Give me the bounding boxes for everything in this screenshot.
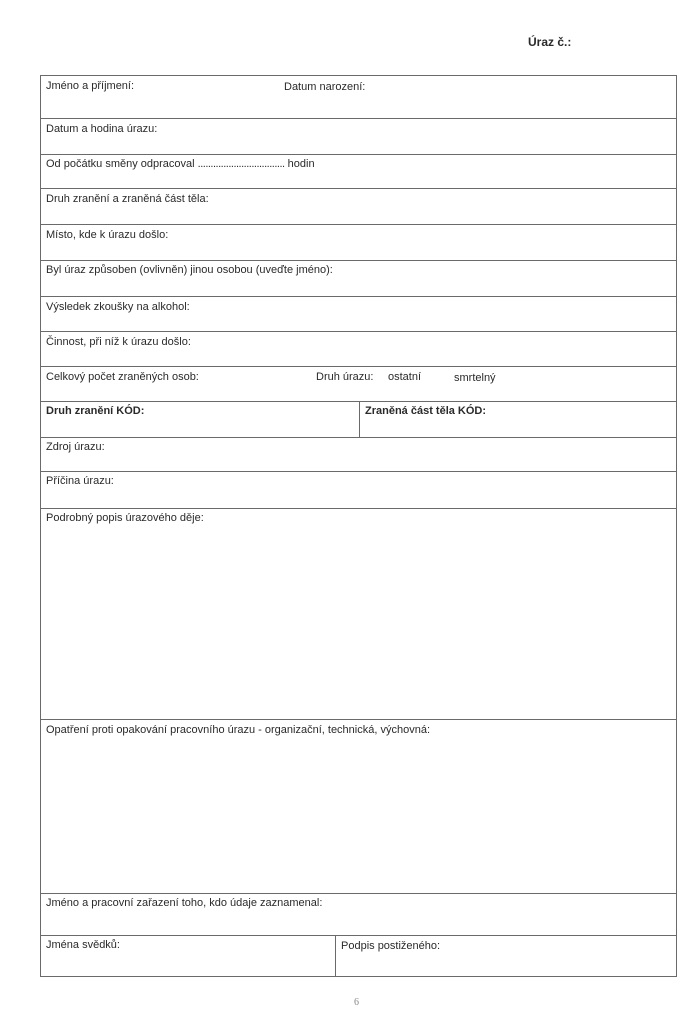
description-label: Podrobný popis úrazového děje: xyxy=(46,512,204,524)
injury-code-label: Druh zranění KÓD: xyxy=(46,405,145,417)
description-row xyxy=(41,509,676,720)
source-row xyxy=(41,438,676,472)
shift-dots: .................................. xyxy=(197,158,285,170)
codes-row xyxy=(41,402,676,438)
injured-count-label: Celkový počet zraněných osob: xyxy=(46,371,199,383)
cause-row xyxy=(41,472,676,509)
witnesses-label: Jména svědků: xyxy=(46,939,120,951)
datetime-label: Datum a hodina úrazu: xyxy=(46,123,158,135)
alcohol-label: Výsledek zkoušky na alkohol: xyxy=(46,301,190,313)
codes-divider xyxy=(359,402,360,437)
place-row xyxy=(41,225,676,261)
shift-row xyxy=(41,155,676,189)
accident-type-other: ostatní xyxy=(388,371,422,383)
signature-divider xyxy=(335,936,336,976)
injury-kind-row xyxy=(41,189,676,225)
source-label: Zdroj úrazu: xyxy=(46,441,105,453)
alcohol-row xyxy=(41,297,676,332)
caused-by-label: Byl úraz způsoben (ovlivněn) jinou osobou (uveďte jméno): xyxy=(46,264,333,276)
measures-row xyxy=(41,720,676,894)
accident-type-label: Druh úrazu: xyxy=(316,371,374,383)
witnesses-signature-row xyxy=(41,936,676,976)
shift-hours-field xyxy=(46,158,315,170)
signature-label: Podpis postiženého: xyxy=(341,940,441,952)
accident-number-label: Úraz č.: xyxy=(528,35,572,49)
recorder-label: Jméno a pracovní zařazení toho, kdo údaje zaznamenal: xyxy=(46,897,323,909)
name-row xyxy=(41,76,676,119)
shift-prefix: Od počátku směny odpracoval xyxy=(46,158,195,170)
count-type-row xyxy=(41,367,676,402)
name-label: Jméno a příjmení: xyxy=(46,80,135,92)
cause-label: Příčina úrazu: xyxy=(46,475,114,487)
recorder-row xyxy=(41,894,676,936)
shift-suffix: hodin xyxy=(287,158,315,170)
activity-row xyxy=(41,332,676,367)
caused-by-row xyxy=(41,261,676,297)
body-part-code-label: Zraněná část těla KÓD: xyxy=(365,405,487,417)
activity-label: Činnost, při níž k úrazu došlo: xyxy=(46,336,191,348)
datetime-row xyxy=(41,119,676,155)
injury-kind-label: Druh zranění a zraněná část těla: xyxy=(46,193,209,205)
page-number: 6 xyxy=(354,997,359,1008)
birth-date-label: Datum narození: xyxy=(284,81,366,93)
accident-type-fatal: smrtelný xyxy=(454,372,496,384)
measures-label: Opatření proti opakování pracovního úrazu - organizační, technická, výchovná: xyxy=(46,724,430,736)
place-label: Místo, kde k úrazu došlo: xyxy=(46,229,169,241)
accident-report-form xyxy=(40,75,677,977)
